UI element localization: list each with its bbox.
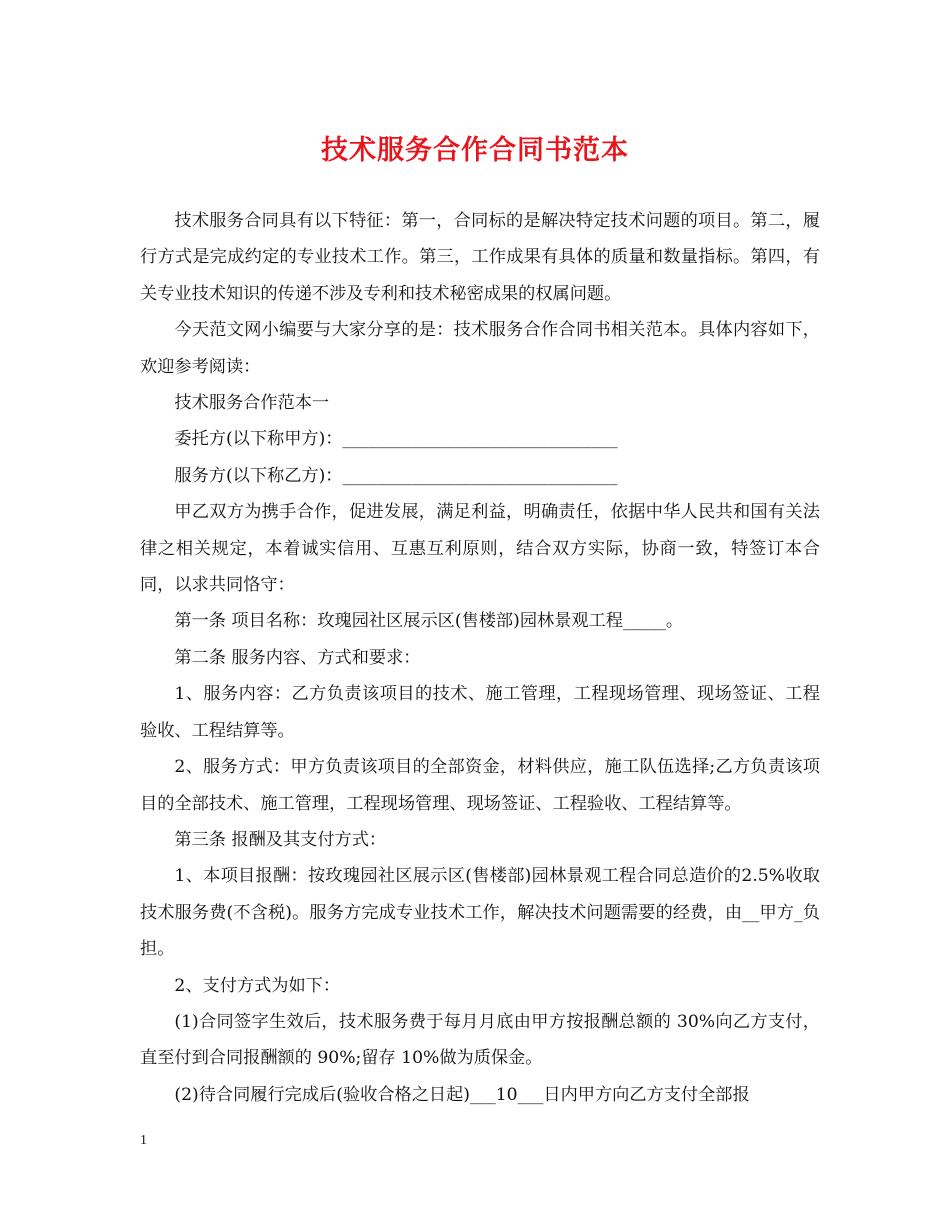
paragraph-service-method: 2、服务方式：甲方负责该项目的全部资金，材料供应，施工队伍选择;乙方负责该项目的全部技术、施工管理，工程现场管理、现场签证、工程验收、工程结算等。: [140, 757, 820, 814]
paragraph-article-2: 第二条 服务内容、方式和要求：: [174, 647, 421, 668]
document-body: [140, 203, 820, 1113]
paragraph-party-a: 委托方(以下称甲方)：________________________________: [174, 429, 618, 450]
paragraph-remuneration: 1、本项目报酬：按玫瑰园社区展示区(售楼部)园林景观工程合同总造价的2.5%收取技术服务费(不含税)。服务方完成专业技术工作，解决技术问题需要的经费，由__甲方_负担。: [140, 866, 820, 960]
paragraph-sample-heading: 技术服务合作范本一: [174, 393, 330, 414]
paragraph-share: 今天范文网小编要与大家分享的是：技术服务合作合同书相关范本。具体内容如下，欢迎参考阅读：: [140, 320, 820, 377]
paragraph-preamble: 甲乙双方为携手合作，促进发展，满足利益，明确责任，依据中华人民共和国有关法律之相关规定，本着诚实信用、互惠互利原则，结合双方实际，协商一致，特签订本合同，以求共同恪守：: [140, 502, 820, 596]
page-number: 1: [140, 1133, 147, 1148]
paragraph-payment-2: (2)待合同履行完成后(验收合格之日起)___10___日内甲方向乙方支付全部报: [174, 1084, 750, 1105]
paragraph-article-3: 第三条 报酬及其支付方式：: [174, 829, 387, 850]
paragraph-intro: 技术服务合同具有以下特征：第一，合同标的是解决特定技术问题的项目。第二，履行方式是完成约定的专业技术工作。第三，工作成果有具体的质量和数量指标。第四，有关专业技术知识的传递不涉及专利和技术秘密成果的权属问题。: [140, 211, 820, 304]
document-title: 技术服务合作合同书范本: [321, 135, 629, 166]
paragraph-party-b: 服务方(以下称乙方)：________________________________: [174, 465, 618, 486]
paragraph-payment-1: (1)合同签字生效后，技术服务费于每月月底由甲方按报酬总额的 30%向乙方支付，直至付到合同报酬额的 90%;留存 10%做为质保金。: [140, 1011, 820, 1069]
paragraph-payment-method: 2、支付方式为如下：: [174, 975, 341, 996]
paragraph-article-1: 第一条 项目名称：玫瑰园社区展示区(售楼部)园林景观工程_____。: [174, 611, 684, 632]
paragraph-service-content: 1、服务内容：乙方负责该项目的技术、施工管理，工程现场管理、现场签证、工程验收、工程结算等。: [140, 684, 820, 741]
